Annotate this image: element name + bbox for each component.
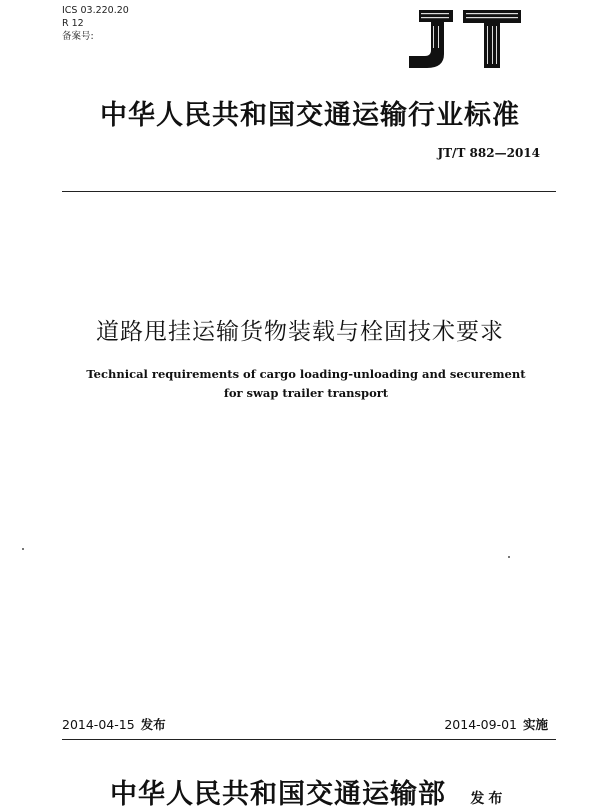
issuing-authority-title: 中华人民共和国交通运输行业标准: [100, 100, 520, 131]
standard-title-english-line1: Technical requirements of cargo loading-unloading and securement: [86, 367, 526, 381]
issue-date-value: 2014-04-15: [62, 717, 135, 732]
publisher-line: [110, 772, 506, 811]
jt-logo-text: JT: [464, 47, 466, 49]
implementation-date-value: 2014-09-01: [444, 717, 517, 732]
scan-speck: [508, 556, 510, 558]
implementation-date-label: 实施: [522, 717, 548, 732]
ics-code: ICS 03.220.20: [62, 5, 129, 16]
jt-logo: [405, 8, 523, 70]
issue-date: [62, 715, 166, 733]
record-number-label: 备案号:: [62, 31, 94, 42]
implementation-date: [444, 715, 548, 733]
category-code: R 12: [62, 18, 84, 29]
standard-number: JT/T 882—2014: [437, 146, 540, 160]
standard-title-english-line2: for swap trailer transport: [223, 386, 389, 400]
footer-divider: [62, 739, 556, 740]
jt-logo-mark: [409, 10, 521, 68]
standard-title-chinese: 道路甩挂运输货物装载与栓固技术要求: [96, 319, 504, 345]
issue-date-label: 发布: [140, 717, 166, 732]
scan-speck: [22, 548, 24, 550]
publisher-action: 发布: [470, 791, 507, 807]
header-divider: [62, 191, 556, 192]
classification-block: [62, 4, 129, 43]
publisher-name: 中华人民共和国交通运输部: [110, 779, 446, 810]
